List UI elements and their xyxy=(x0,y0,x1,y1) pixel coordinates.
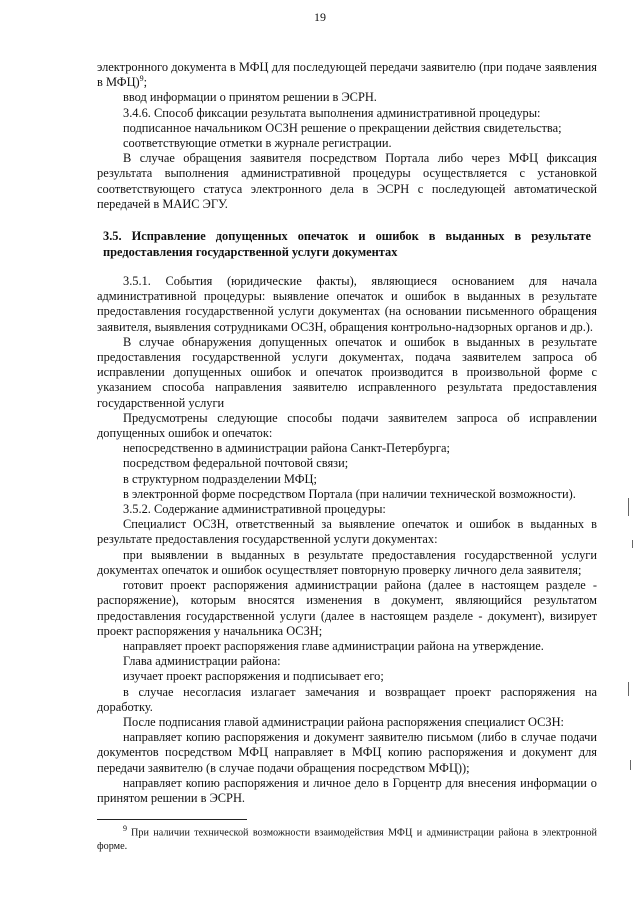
scan-mark xyxy=(628,682,629,696)
footnote-number: 9 xyxy=(123,824,127,833)
list-item: в электронной форме посредством Портала (при наличии технической возможности). xyxy=(123,486,576,501)
paragraph: соответствующие отметки в журнале регистрации. xyxy=(123,136,392,151)
list-item: направляет копию распоряжения и документ заявителю письмом (либо в случае подачи документов посредством МФЦ направляет в МФЦ копию распоряжения и документ для передачи заявителю (в случае подачи обращения посредством МФЦ)); xyxy=(97,730,597,775)
scan-mark xyxy=(632,540,633,548)
paragraph: В случае обнаружения допущенных опечаток и ошибок в выданных в результате предоставления государственной услуги документах, подача заявителем запроса об исправлении допущенных ошибок и опечаток производится в произвольной форме с указанием способа направления заявителю исправленного результата предоставления государственной услуги xyxy=(97,334,597,410)
footnote-text: При наличии технической возможности взаимодействия МФЦ и администрации района в электронной форме. xyxy=(97,827,597,853)
list-item: готовит проект распоряжения администрации района (далее в настоящем разделе - распоряжение), которым вносятся изменения в документ, являющийся результатом предоставления государственной услуги (далее в настоящем разделе - документ), визирует проект распоряжения у начальника ОСЗН; xyxy=(97,578,597,638)
page-number: 19 xyxy=(314,10,326,24)
list-item: в структурном подразделении МФЦ; xyxy=(123,471,317,486)
list-item: изучает проект распоряжения и подписывает его; xyxy=(123,669,384,684)
footnote-separator xyxy=(97,819,247,820)
paragraph: 3.5.2. Содержание административной процедуры: xyxy=(123,502,386,517)
paragraph: 3.5.1. События (юридические факты), являющиеся основанием для начала административной процедуры: выявление опечаток и ошибок в выданных в результате предоставления государственной услуги документах (на основании письменного обращения заявителя, выявления сотрудниками ОСЗН, обращения контрольно-надзорных органов и др.). xyxy=(97,274,597,334)
paragraph: После подписания главой администрации района распоряжения специалист ОСЗН: xyxy=(123,714,564,729)
paragraph: Предусмотрены следующие способы подачи заявителем запроса об исправлении допущенных ошибок и опечаток: xyxy=(97,410,597,441)
list-item: направляет проект распоряжения главе администрации района на утверждение. xyxy=(123,638,544,653)
scan-mark xyxy=(628,498,629,516)
paragraph: подписанное начальником ОСЗН решение о прекращении действия свидетельства; xyxy=(123,120,562,135)
paragraph: В случае обращения заявителя посредством Портала либо через МФЦ фиксация результата выполнения административной процедуры осуществляется с установкой соответствующего статуса электронного дела в ЭСРН с последующей автоматической передачей в МАИС ЭГУ. xyxy=(97,151,597,211)
paragraph: электронного документа в МФЦ для последующей передачи заявителю (при подаче заявления в МФЦ)$^9$; xyxy=(97,60,597,90)
list-item: непосредственно в администрации района Санкт-Петербурга; xyxy=(123,441,450,456)
paragraph: Глава администрации района: xyxy=(123,654,281,669)
list-item: при выявлении в выданных в результате предоставления государственной услуги документах опечаток и ошибок осуществляет повторную проверку личного дела заявителя; xyxy=(97,547,597,577)
footnote-ref[interactable]: 9 xyxy=(139,74,144,84)
paragraph: Специалист ОСЗН, ответственный за выявление опечаток и ошибок в выданных в результате предоставления государственной услуги документах: xyxy=(97,517,597,547)
section-heading: 3.5. Исправление допущенных опечаток и ошибок в выданных в результате предоставления государственной услуги документах xyxy=(103,229,591,260)
footnote xyxy=(97,822,597,854)
page-body xyxy=(97,60,597,806)
list-item: в случае несогласия излагает замечания и возвращает проект распоряжения на доработку. xyxy=(97,684,597,714)
paragraph: ввод информации о принятом решении в ЭСРН. xyxy=(123,90,377,105)
scan-mark xyxy=(630,760,631,770)
paragraph: 3.4.6. Способ фиксации результата выполнения административной процедуры: xyxy=(123,105,541,120)
list-item: посредством федеральной почтовой связи; xyxy=(123,456,349,471)
list-item: направляет копию распоряжения и личное дело в Горцентр для внесения информации о принятом решении в ЭСРН. xyxy=(97,775,597,805)
